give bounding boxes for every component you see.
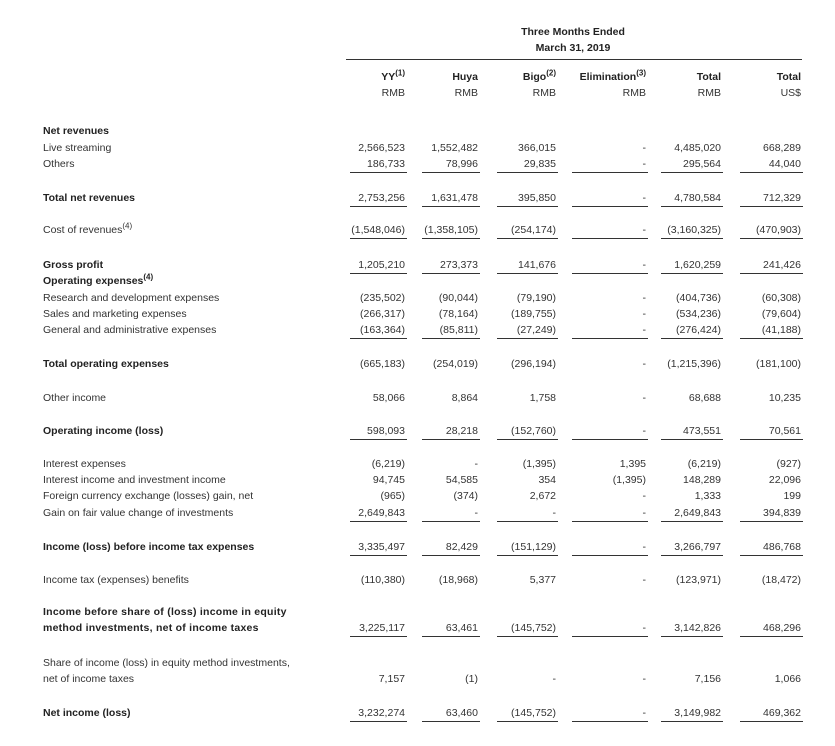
cell-value: 2,566,523: [358, 142, 405, 154]
cell-value: (78,164): [438, 308, 478, 320]
cell-value: 68,688: [688, 392, 721, 404]
row-label: [43, 222, 132, 238]
cell-underline: [572, 721, 648, 722]
cell-underline: [497, 338, 558, 339]
cell-underline: [661, 555, 723, 556]
cell-underline: [572, 636, 648, 637]
column-name-text: Elimination: [579, 71, 637, 83]
cell-value: 3,142,826: [674, 622, 721, 634]
column-unit: RMB: [697, 87, 721, 99]
cell-underline: [740, 338, 803, 339]
cell-underline: [497, 206, 558, 207]
cell-value: -: [642, 673, 646, 685]
cell-value: 273,373: [440, 259, 478, 271]
cell-value: (145,752): [511, 707, 556, 719]
row-label: [43, 655, 290, 687]
row-label: [43, 156, 75, 172]
cell-underline: [572, 206, 648, 207]
cell-value: (41,188): [761, 324, 801, 336]
cell-value: 186,733: [367, 158, 405, 170]
column-footnote: (2): [546, 68, 556, 78]
column-name-text: Total: [776, 71, 801, 83]
row-label-text-line2: method investments, net of income taxes: [43, 622, 259, 634]
cell-value: (534,236): [676, 308, 721, 320]
cell-value: 44,040: [768, 158, 801, 170]
cell-underline: [740, 439, 803, 440]
row-label-text: Income (loss) before income tax expenses: [43, 541, 255, 553]
row-label: [43, 290, 219, 306]
row-label-text: Interest income and investment income: [43, 474, 226, 486]
period-header: [346, 24, 800, 56]
row-label-text-line2: net of income taxes: [43, 673, 135, 685]
cell-value: (965): [380, 490, 405, 502]
cell-value: 29,835: [523, 158, 556, 170]
cell-value: 63,461: [445, 622, 478, 634]
cell-underline: [422, 555, 480, 556]
cell-underline: [661, 273, 723, 274]
cell-value: -: [642, 158, 646, 170]
row-label-text: Gain on fair value change of investments: [43, 507, 234, 519]
cell-value: (152,760): [511, 425, 556, 437]
cell-value: 366,015: [518, 142, 556, 154]
row-label-text: Cost of revenues: [43, 224, 123, 236]
cell-value: 468,296: [763, 622, 801, 634]
row-label-text: Net income (loss): [43, 707, 131, 719]
cell-value: -: [642, 324, 646, 336]
column-unit: RMB: [454, 87, 478, 99]
cell-value: 3,149,982: [674, 707, 721, 719]
cell-value: 1,395: [619, 458, 646, 470]
cell-value: (235,502): [360, 292, 405, 304]
cell-underline: [497, 721, 558, 722]
cell-underline: [350, 636, 407, 637]
row-label-text: Other income: [43, 392, 107, 404]
column-name-text: Total: [696, 71, 721, 83]
cell-underline: [661, 636, 723, 637]
row-label: [43, 356, 169, 372]
cell-value: (90,044): [438, 292, 478, 304]
row-label: [43, 257, 103, 273]
cell-value: (1,358,105): [424, 224, 478, 236]
cell-value: (79,190): [516, 292, 556, 304]
cell-underline: [497, 238, 558, 239]
cell-value: (18,968): [438, 574, 478, 586]
cell-underline: [422, 273, 480, 274]
cell-underline: [350, 439, 407, 440]
row-footnote: (4): [122, 221, 133, 231]
cell-underline: [422, 521, 480, 522]
cell-value: (1,548,046): [351, 224, 405, 236]
row-label-text: Income before share of (loss) income in equity: [43, 606, 287, 618]
cell-underline: [661, 338, 723, 339]
cell-underline: [422, 439, 480, 440]
cell-underline: [422, 721, 480, 722]
row-label: [43, 505, 233, 521]
row-label-text: Income tax (expenses) benefits: [43, 574, 189, 586]
cell-underline: [572, 273, 648, 274]
cell-value: 486,768: [763, 541, 801, 553]
cell-value: (60,308): [761, 292, 801, 304]
cell-value: 469,362: [763, 707, 801, 719]
cell-value: 94,745: [372, 474, 405, 486]
cell-value: (1): [465, 673, 478, 685]
cell-value: (254,174): [511, 224, 556, 236]
cell-value: 598,093: [367, 425, 405, 437]
row-label-text: Total net revenues: [43, 192, 135, 204]
cell-value: 3,335,497: [358, 541, 405, 553]
cell-underline: [497, 439, 558, 440]
cell-value: 7,157: [378, 673, 405, 685]
cell-value: (1,395): [612, 474, 646, 486]
cell-value: 2,753,256: [358, 192, 405, 204]
column-footnote: (3): [636, 68, 646, 78]
cell-value: 3,225,117: [359, 622, 405, 634]
cell-underline: [572, 172, 648, 173]
cell-underline: [572, 338, 648, 339]
cell-value: 7,156: [694, 673, 721, 685]
row-label: [43, 390, 106, 406]
cell-value: -: [474, 458, 478, 470]
cell-value: (145,752): [511, 622, 556, 634]
cell-value: 5,377: [529, 574, 556, 586]
cell-value: (470,903): [756, 224, 801, 236]
row-label-text: General and administrative expenses: [43, 324, 217, 336]
column-name-text: YY: [381, 71, 396, 83]
cell-value: 241,426: [763, 259, 801, 271]
cell-value: 10,235: [768, 392, 801, 404]
cell-value: (1,215,396): [667, 358, 721, 370]
cell-underline: [661, 721, 723, 722]
cell-value: -: [552, 673, 556, 685]
cell-value: 354: [538, 474, 556, 486]
cell-value: -: [642, 622, 646, 634]
cell-underline: [740, 273, 803, 274]
cell-value: -: [642, 292, 646, 304]
cell-value: 82,429: [445, 541, 478, 553]
cell-underline: [350, 555, 407, 556]
column-unit: RMB: [381, 87, 405, 99]
cell-underline: [740, 206, 803, 207]
cell-underline: [350, 238, 407, 239]
cell-value: -: [642, 392, 646, 404]
cell-value: 4,485,020: [674, 142, 721, 154]
cell-underline: [497, 273, 558, 274]
cell-value: (665,183): [360, 358, 405, 370]
cell-underline: [422, 206, 480, 207]
cell-value: 295,564: [683, 158, 721, 170]
row-label: [43, 322, 216, 338]
cell-underline: [572, 439, 648, 440]
cell-underline: [350, 206, 407, 207]
cell-underline: [422, 338, 480, 339]
cell-value: -: [642, 425, 646, 437]
cell-underline: [350, 273, 407, 274]
cell-value: -: [642, 707, 646, 719]
cell-underline: [740, 172, 803, 173]
column-header: [691, 70, 801, 100]
cell-value: (27,249): [516, 324, 556, 336]
column-footnote: (1): [395, 68, 405, 78]
cell-underline: [661, 521, 723, 522]
cell-value: (266,317): [360, 308, 405, 320]
row-label-text: Operating income (loss): [43, 425, 164, 437]
cell-underline: [740, 721, 803, 722]
cell-value: (18,472): [761, 574, 801, 586]
cell-underline: [422, 238, 480, 239]
cell-underline: [661, 439, 723, 440]
cell-underline: [740, 521, 803, 522]
row-label: [43, 572, 189, 588]
cell-underline: [572, 238, 648, 239]
cell-value: 1,758: [529, 392, 556, 404]
cell-value: 395,850: [518, 192, 556, 204]
cell-value: 4,780,584: [674, 192, 721, 204]
cell-underline: [572, 555, 648, 556]
cell-value: 2,649,843: [358, 507, 405, 519]
row-label-text: Gross profit: [43, 259, 104, 271]
column-name-text: Huya: [452, 71, 478, 83]
cell-value: 141,676: [518, 259, 556, 271]
cell-underline: [661, 206, 723, 207]
cell-underline: [350, 338, 407, 339]
cell-underline: [350, 521, 407, 522]
cell-underline: [740, 238, 803, 239]
cell-value: -: [642, 308, 646, 320]
cell-value: (6,219): [687, 458, 721, 470]
row-label-text: Sales and marketing expenses: [43, 308, 187, 320]
row-label: [43, 488, 253, 504]
header-rule: [346, 59, 802, 60]
cell-value: 8,864: [451, 392, 478, 404]
column-unit: RMB: [532, 87, 556, 99]
cell-value: -: [642, 574, 646, 586]
cell-underline: [350, 172, 407, 173]
row-label: [43, 190, 135, 206]
cell-value: 63,460: [445, 707, 478, 719]
cell-value: (79,604): [761, 308, 801, 320]
row-label: [43, 140, 111, 156]
cell-value: 1,066: [774, 673, 801, 685]
cell-value: 1,205,210: [358, 259, 405, 271]
row-label: [43, 539, 254, 555]
row-label-text: Live streaming: [43, 142, 112, 154]
row-label-text: Total operating expenses: [43, 358, 169, 370]
period-line-1: Three Months Ended: [521, 26, 625, 38]
row-footnote: (4): [143, 272, 154, 282]
cell-value: -: [552, 507, 556, 519]
cell-underline: [422, 636, 480, 637]
cell-value: 199: [783, 490, 801, 502]
row-label: [43, 472, 226, 488]
row-label: [43, 705, 131, 721]
cell-value: (6,219): [371, 458, 405, 470]
cell-underline: [740, 636, 803, 637]
cell-value: 54,585: [445, 474, 478, 486]
row-label-text: Operating expenses: [43, 275, 144, 287]
cell-value: (123,971): [676, 574, 721, 586]
cell-value: (151,129): [511, 541, 556, 553]
row-label: [43, 423, 163, 439]
cell-value: 712,329: [763, 192, 801, 204]
cell-value: 1,631,478: [431, 192, 478, 204]
row-label: [43, 456, 126, 472]
cell-value: 22,096: [768, 474, 801, 486]
row-label-text: Foreign currency exchange (losses) gain, net: [43, 490, 254, 502]
cell-underline: [422, 172, 480, 173]
cell-value: 1,620,259: [674, 259, 721, 271]
cell-value: 58,066: [372, 392, 405, 404]
row-label-text: Interest expenses: [43, 458, 126, 470]
cell-value: -: [642, 507, 646, 519]
period-line-2: March 31, 2019: [535, 42, 611, 54]
cell-value: 2,672: [529, 490, 556, 502]
cell-value: (296,194): [511, 358, 556, 370]
cell-underline: [350, 721, 407, 722]
row-label: [43, 273, 153, 289]
cell-value: (1,395): [522, 458, 556, 470]
column-name-text: Bigo: [522, 71, 547, 83]
cell-value: 1,333: [694, 490, 721, 502]
cell-value: (404,736): [676, 292, 721, 304]
cell-value: 28,218: [445, 425, 478, 437]
cell-value: (110,380): [360, 574, 405, 586]
row-label-text: Others: [43, 158, 75, 170]
cell-value: -: [642, 358, 646, 370]
row-label: [43, 123, 109, 139]
cell-value: (254,019): [433, 358, 478, 370]
cell-value: -: [642, 142, 646, 154]
cell-value: (85,811): [439, 324, 478, 336]
cell-value: (927): [776, 458, 801, 470]
cell-underline: [497, 521, 558, 522]
cell-underline: [740, 555, 803, 556]
cell-value: 473,551: [683, 425, 721, 437]
cell-value: 3,232,274: [358, 707, 405, 719]
cell-underline: [497, 636, 558, 637]
cell-value: -: [642, 259, 646, 271]
cell-value: -: [642, 490, 646, 502]
cell-value: -: [642, 541, 646, 553]
cell-value: 70,561: [768, 425, 801, 437]
row-label-text: Net revenues: [43, 125, 109, 137]
cell-value: 394,839: [763, 507, 801, 519]
cell-underline: [572, 521, 648, 522]
cell-value: 1,552,482: [431, 142, 478, 154]
cell-value: (181,100): [756, 358, 801, 370]
column-unit: RMB: [622, 87, 646, 99]
cell-underline: [497, 172, 558, 173]
cell-value: -: [642, 192, 646, 204]
cell-value: (374): [453, 490, 478, 502]
row-label-text: Research and development expenses: [43, 292, 220, 304]
cell-value: 2,649,843: [674, 507, 721, 519]
cell-underline: [661, 172, 723, 173]
cell-value: (189,755): [511, 308, 556, 320]
row-label-text: Share of income (loss) in equity method investments,: [43, 657, 290, 669]
cell-value: 78,996: [445, 158, 478, 170]
column-name: [691, 70, 801, 84]
cell-value: (276,424): [676, 324, 721, 336]
cell-value: (163,364): [360, 324, 405, 336]
cell-value: 3,266,797: [674, 541, 721, 553]
cell-value: (3,160,325): [667, 224, 721, 236]
cell-value: -: [642, 224, 646, 236]
cell-underline: [661, 238, 723, 239]
cell-value: 148,289: [683, 474, 721, 486]
column-unit: US$: [780, 87, 801, 99]
cell-underline: [497, 555, 558, 556]
cell-value: 668,289: [763, 142, 801, 154]
cell-value: -: [474, 507, 478, 519]
row-label: [43, 604, 287, 636]
row-label: [43, 306, 187, 322]
